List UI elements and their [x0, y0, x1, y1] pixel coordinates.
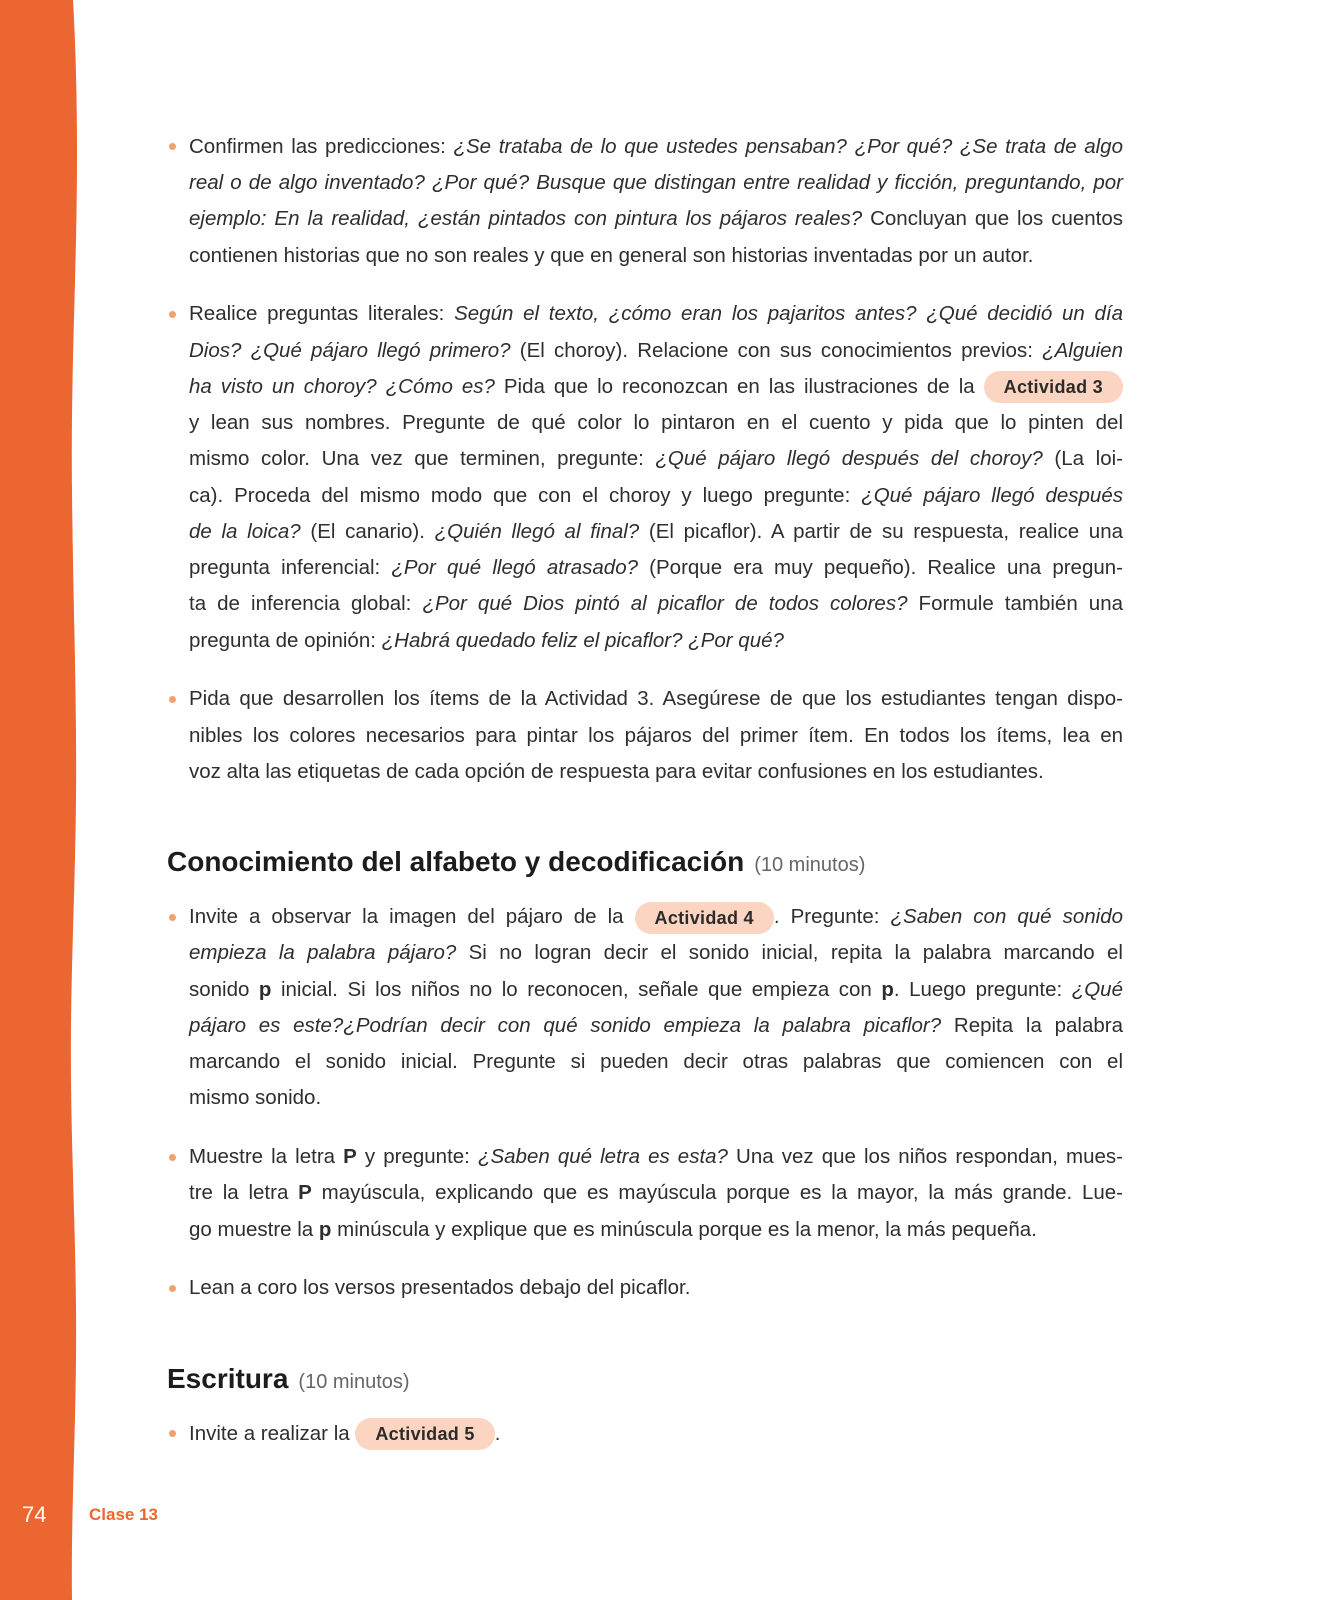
bold-letter: p	[318, 1217, 332, 1241]
section-duration: (10 minutos)	[754, 854, 866, 877]
text-run: nibles los colores necesarios para pintar los pájaros del primer ítem. En todos los ítems, lea en	[189, 723, 1123, 747]
italic-text: Según el texto, ¿cómo eran los pajaritos antes? ¿Qué decidió un día	[454, 302, 1124, 326]
text-run: Formule también una	[907, 592, 1123, 616]
bullet-dot	[169, 1285, 176, 1292]
text-run: y pregunte:	[356, 1145, 478, 1169]
italic-text: ¿Por qué llegó atrasado?	[391, 556, 638, 580]
section-title: Escritura	[167, 1362, 289, 1394]
activity-badge: Actividad 3	[984, 371, 1123, 403]
text-line	[189, 1044, 1123, 1080]
text-run: Si no logran decir el sonido inicial, repita la palabra marcando el	[456, 941, 1123, 965]
text-run: Concluyan que los cuentos	[862, 207, 1123, 231]
italic-text: ¿Quién llegó al final?	[434, 519, 640, 543]
text-run: (Porque era muy pequeño). Realice una pregun-	[638, 556, 1123, 580]
page-body	[167, 129, 1124, 1452]
text-line	[189, 165, 1123, 201]
text-line	[189, 718, 1123, 754]
page-number: 74	[22, 1502, 47, 1527]
text-run: (La loi-	[1042, 447, 1123, 471]
text-run: minúscula y explique que es minúscula porque es la menor, la más pequeña.	[331, 1217, 1037, 1241]
text-line	[189, 478, 1123, 514]
text-line	[189, 369, 1123, 405]
text-run: ta de inferencia global:	[189, 592, 423, 616]
italic-text: ¿Por qué Dios pintó al picaflor de todos colores?	[422, 592, 908, 616]
text-run: contienen historias que no son reales y que en general son historias inventadas por un autor.	[189, 243, 1034, 267]
text-run: tre la letra	[189, 1181, 299, 1205]
italic-text: ¿Alguien	[1042, 338, 1123, 362]
bullet-item	[189, 129, 1123, 274]
text-run: . Luego pregunte:	[893, 977, 1072, 1001]
text-line	[189, 586, 1123, 622]
text-line	[189, 754, 1123, 790]
bullet-item	[189, 296, 1123, 659]
text-line	[189, 238, 1123, 274]
text-line	[189, 1175, 1123, 1211]
section-duration: (10 minutos)	[298, 1370, 410, 1393]
text-run: ca). Proceda del mismo modo que con el choroy y luego pregunte:	[189, 483, 862, 507]
text-run: Muestre la letra	[189, 1145, 344, 1169]
text-run: Lean a coro los versos presentados debajo del picaflor.	[189, 1276, 691, 1300]
text-line	[189, 129, 1123, 165]
text-run: Invite a observar la imagen del pájaro de la	[189, 905, 635, 929]
italic-text: pájaro es este?¿Podrían decir con qué sonido empieza la palabra picaflor?	[189, 1013, 942, 1037]
text-run: Pida que desarrollen los ítems de la Actividad 3. Asegúrese de que los estudiantes tengan dispo-	[189, 687, 1123, 711]
bullet-dot	[169, 1430, 176, 1437]
text-line	[189, 1212, 1123, 1248]
page-edge-band	[0, 0, 90, 1600]
text-line	[189, 681, 1123, 717]
text-run: marcando el sonido inicial. Pregunte si pueden decir otras palabras que comiencen con el	[189, 1050, 1123, 1074]
bullet-item	[189, 1139, 1123, 1248]
text-run: Pida que lo reconozcan en las ilustraciones de la	[494, 374, 984, 398]
text-line	[189, 201, 1123, 237]
italic-text: ¿Saben qué letra es esta?	[477, 1145, 728, 1169]
text-line	[189, 514, 1123, 550]
text-run: mismo color. Una vez que terminen, pregunte:	[189, 447, 656, 471]
bullet-item	[189, 681, 1123, 790]
bullet-dot	[169, 1154, 176, 1161]
italic-text: ¿Saben con qué sonido	[890, 905, 1123, 929]
italic-text: real o de algo inventado? ¿Por qué? Busque que distingan entre realidad y ficción, preguntando, por	[189, 171, 1123, 195]
bold-letter: p	[258, 977, 272, 1001]
activity-badge: Actividad 4	[635, 902, 774, 934]
text-run: (El canario).	[300, 519, 435, 543]
text-run: .	[494, 1421, 501, 1445]
text-run: pregunta de opinión:	[189, 628, 382, 652]
bold-letter: P	[298, 1181, 312, 1205]
text-line	[189, 935, 1123, 971]
text-line	[189, 623, 1123, 659]
text-run: mayúscula, explicando que es mayúscula porque es la mayor, la más grande. Lue-	[311, 1181, 1123, 1205]
text-run: Invite a realizar la	[189, 1421, 356, 1445]
text-line	[189, 441, 1123, 477]
text-run: . Pregunte:	[773, 905, 891, 929]
text-run: (El choroy). Relacione con sus conocimientos previos:	[510, 338, 1043, 362]
text-line	[189, 899, 1123, 935]
text-line	[189, 972, 1123, 1008]
italic-text: empieza la palabra pájaro?	[189, 941, 457, 965]
text-run: Repita la palabra	[941, 1013, 1124, 1037]
text-run: Confirmen las predicciones:	[189, 134, 454, 158]
class-label: Clase 13	[89, 1505, 158, 1524]
italic-text: ¿Qué	[1071, 977, 1123, 1001]
italic-text: Dios? ¿Qué pájaro llegó primero?	[189, 338, 511, 362]
bullet-item	[189, 1270, 1123, 1306]
text-run: pregunta inferencial:	[189, 556, 392, 580]
text-line	[189, 1139, 1123, 1175]
italic-text: ¿Habrá quedado feliz el picaflor? ¿Por qué?	[381, 628, 784, 652]
text-line	[189, 1270, 1123, 1306]
text-run: go muestre la	[189, 1217, 319, 1241]
bold-letter: P	[343, 1145, 357, 1169]
bullet-dot	[169, 143, 176, 150]
text-line	[189, 405, 1123, 441]
text-line	[189, 1416, 1123, 1452]
section-heading	[167, 1359, 1101, 1399]
bullet-dot	[169, 311, 176, 318]
bullet-dot	[169, 914, 176, 921]
text-run: mismo sonido.	[189, 1086, 322, 1110]
text-line	[189, 333, 1123, 369]
italic-text: de la loica?	[189, 519, 301, 543]
text-run: voz alta las etiquetas de cada opción de respuesta para evitar confusiones en los estudiantes.	[189, 759, 1044, 783]
text-run: Una vez que los niños respondan, mues-	[727, 1145, 1123, 1169]
section-title: Conocimiento del alfabeto y decodificación	[167, 846, 745, 878]
italic-text: ha visto un choroy? ¿Cómo es?	[189, 374, 495, 398]
text-run: sonido	[189, 977, 259, 1001]
text-run: Realice preguntas literales:	[189, 302, 455, 326]
text-line	[189, 1080, 1123, 1116]
bullet-item	[189, 899, 1123, 1117]
text-run: (El picaflor). A partir de su respuesta, realice una	[639, 519, 1124, 543]
bullet-dot	[169, 696, 176, 703]
section-heading	[167, 842, 1101, 882]
activity-badge: Actividad 5	[355, 1418, 494, 1450]
text-run: inicial. Si los niños no lo reconocen, señale que empieza con	[271, 977, 882, 1001]
text-line	[189, 550, 1123, 586]
text-line	[189, 1008, 1123, 1044]
text-run: y lean sus nombres. Pregunte de qué color lo pintaron en el cuento y pida que lo pinten del	[189, 411, 1123, 435]
italic-text: ¿Se trataba de lo que ustedes pensaban? ¿Por qué? ¿Se trata de algo	[453, 134, 1123, 158]
bold-letter: p	[881, 977, 894, 1001]
bullet-item	[189, 1416, 1123, 1452]
italic-text: ¿Qué pájaro llegó después del choroy?	[655, 447, 1043, 471]
italic-text: ejemplo: En la realidad, ¿están pintados con pintura los pájaros reales?	[189, 207, 863, 231]
text-line	[189, 296, 1123, 332]
italic-text: ¿Qué pájaro llegó después	[861, 483, 1123, 507]
